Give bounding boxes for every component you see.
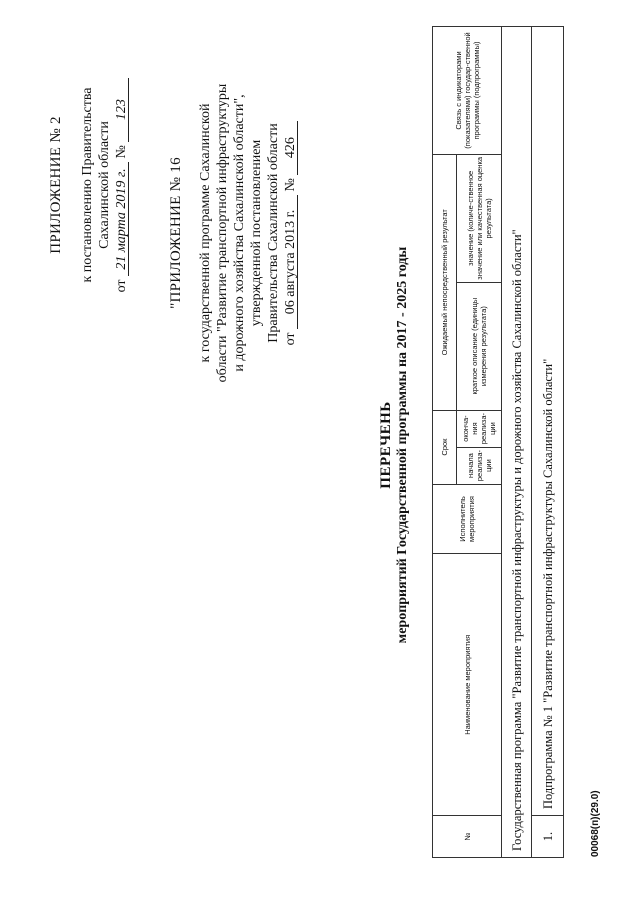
appendix-2-date: 21 марта 2019 г. (115, 162, 129, 276)
header-term: Срок (433, 410, 457, 484)
appendix-16-line3: и дорожного хозяйства Сахалинской области", (232, 94, 247, 372)
appendix-2-date-prefix: от (114, 279, 129, 293)
list-heading (378, 125, 411, 765)
appendix-2-line2: Сахалинской области (97, 121, 112, 249)
appendix-16-title: "ПРИЛОЖЕНИЕ № 16 (168, 157, 184, 309)
subprogram-cell: Подпрограмма № 1 "Развитие транспортной инфраструктуры Сахалинской области" (532, 27, 564, 816)
appendix-16-number: 426 (284, 121, 298, 175)
table-header-row (433, 27, 457, 858)
appendix-16-line1: к государственной программе Сахалинской (198, 103, 213, 363)
appendix-16-date-line (282, 73, 299, 393)
appendix-2-title: ПРИЛОЖЕНИЕ № 2 (48, 116, 64, 254)
header-term-start: начала реализа-ции (457, 447, 502, 484)
header-result-desc: краткое описание (единицы измерения результата) (457, 282, 502, 410)
header-term-end: оконча-ния реализа-ции (457, 410, 502, 447)
appendix-2-num-label: № (114, 145, 129, 159)
header-result: Ожидаемый непосредственный результат (433, 154, 457, 410)
appendix-16-block (168, 73, 299, 393)
appendix-2-line1: к постановлению Правительства (80, 87, 95, 283)
header-result-value: значение (количе-ственное значение или качественная оценка результата) (457, 154, 502, 282)
appendix-16-line5: Правительства Сахалинской области (266, 123, 281, 343)
table-row-subprogram (532, 27, 564, 858)
appendix-16-date: 06 августа 2013 г. (284, 195, 298, 329)
document-code: 00068(п)(29.0) (590, 790, 601, 857)
appendix-16-date-prefix: от (283, 332, 298, 346)
appendix-2-number: 123 (115, 78, 129, 142)
header-link: Связь с индикаторами (показателями) государ-ственной программы (подпрограммы) (433, 27, 502, 155)
appendix-16-num-label: № (283, 178, 298, 192)
appendix-2-block (48, 55, 130, 315)
appendix-2-date-line (113, 55, 130, 315)
list-title: ПЕРЕЧЕНЬ (378, 401, 394, 489)
measures-table (432, 26, 564, 858)
header-name: Наименование мероприятия (433, 554, 502, 816)
program-cell: Государственная программа "Развитие транспортной инфраструктуры и дорожного хозяйства Сахалинской области" (502, 27, 532, 858)
list-subtitle: мероприятий Государственной программы на 2017 - 2025 годы (395, 246, 410, 644)
table-row-program (502, 27, 532, 858)
header-num: № (433, 816, 502, 858)
appendix-16-line4: утвержденной постановлением (249, 139, 264, 327)
header-executor: Исполнитель мероприятия (433, 484, 502, 554)
subprogram-num: 1. (532, 816, 564, 858)
appendix-16-line2: области "Развитие транспортной инфраструктуры (215, 83, 230, 383)
